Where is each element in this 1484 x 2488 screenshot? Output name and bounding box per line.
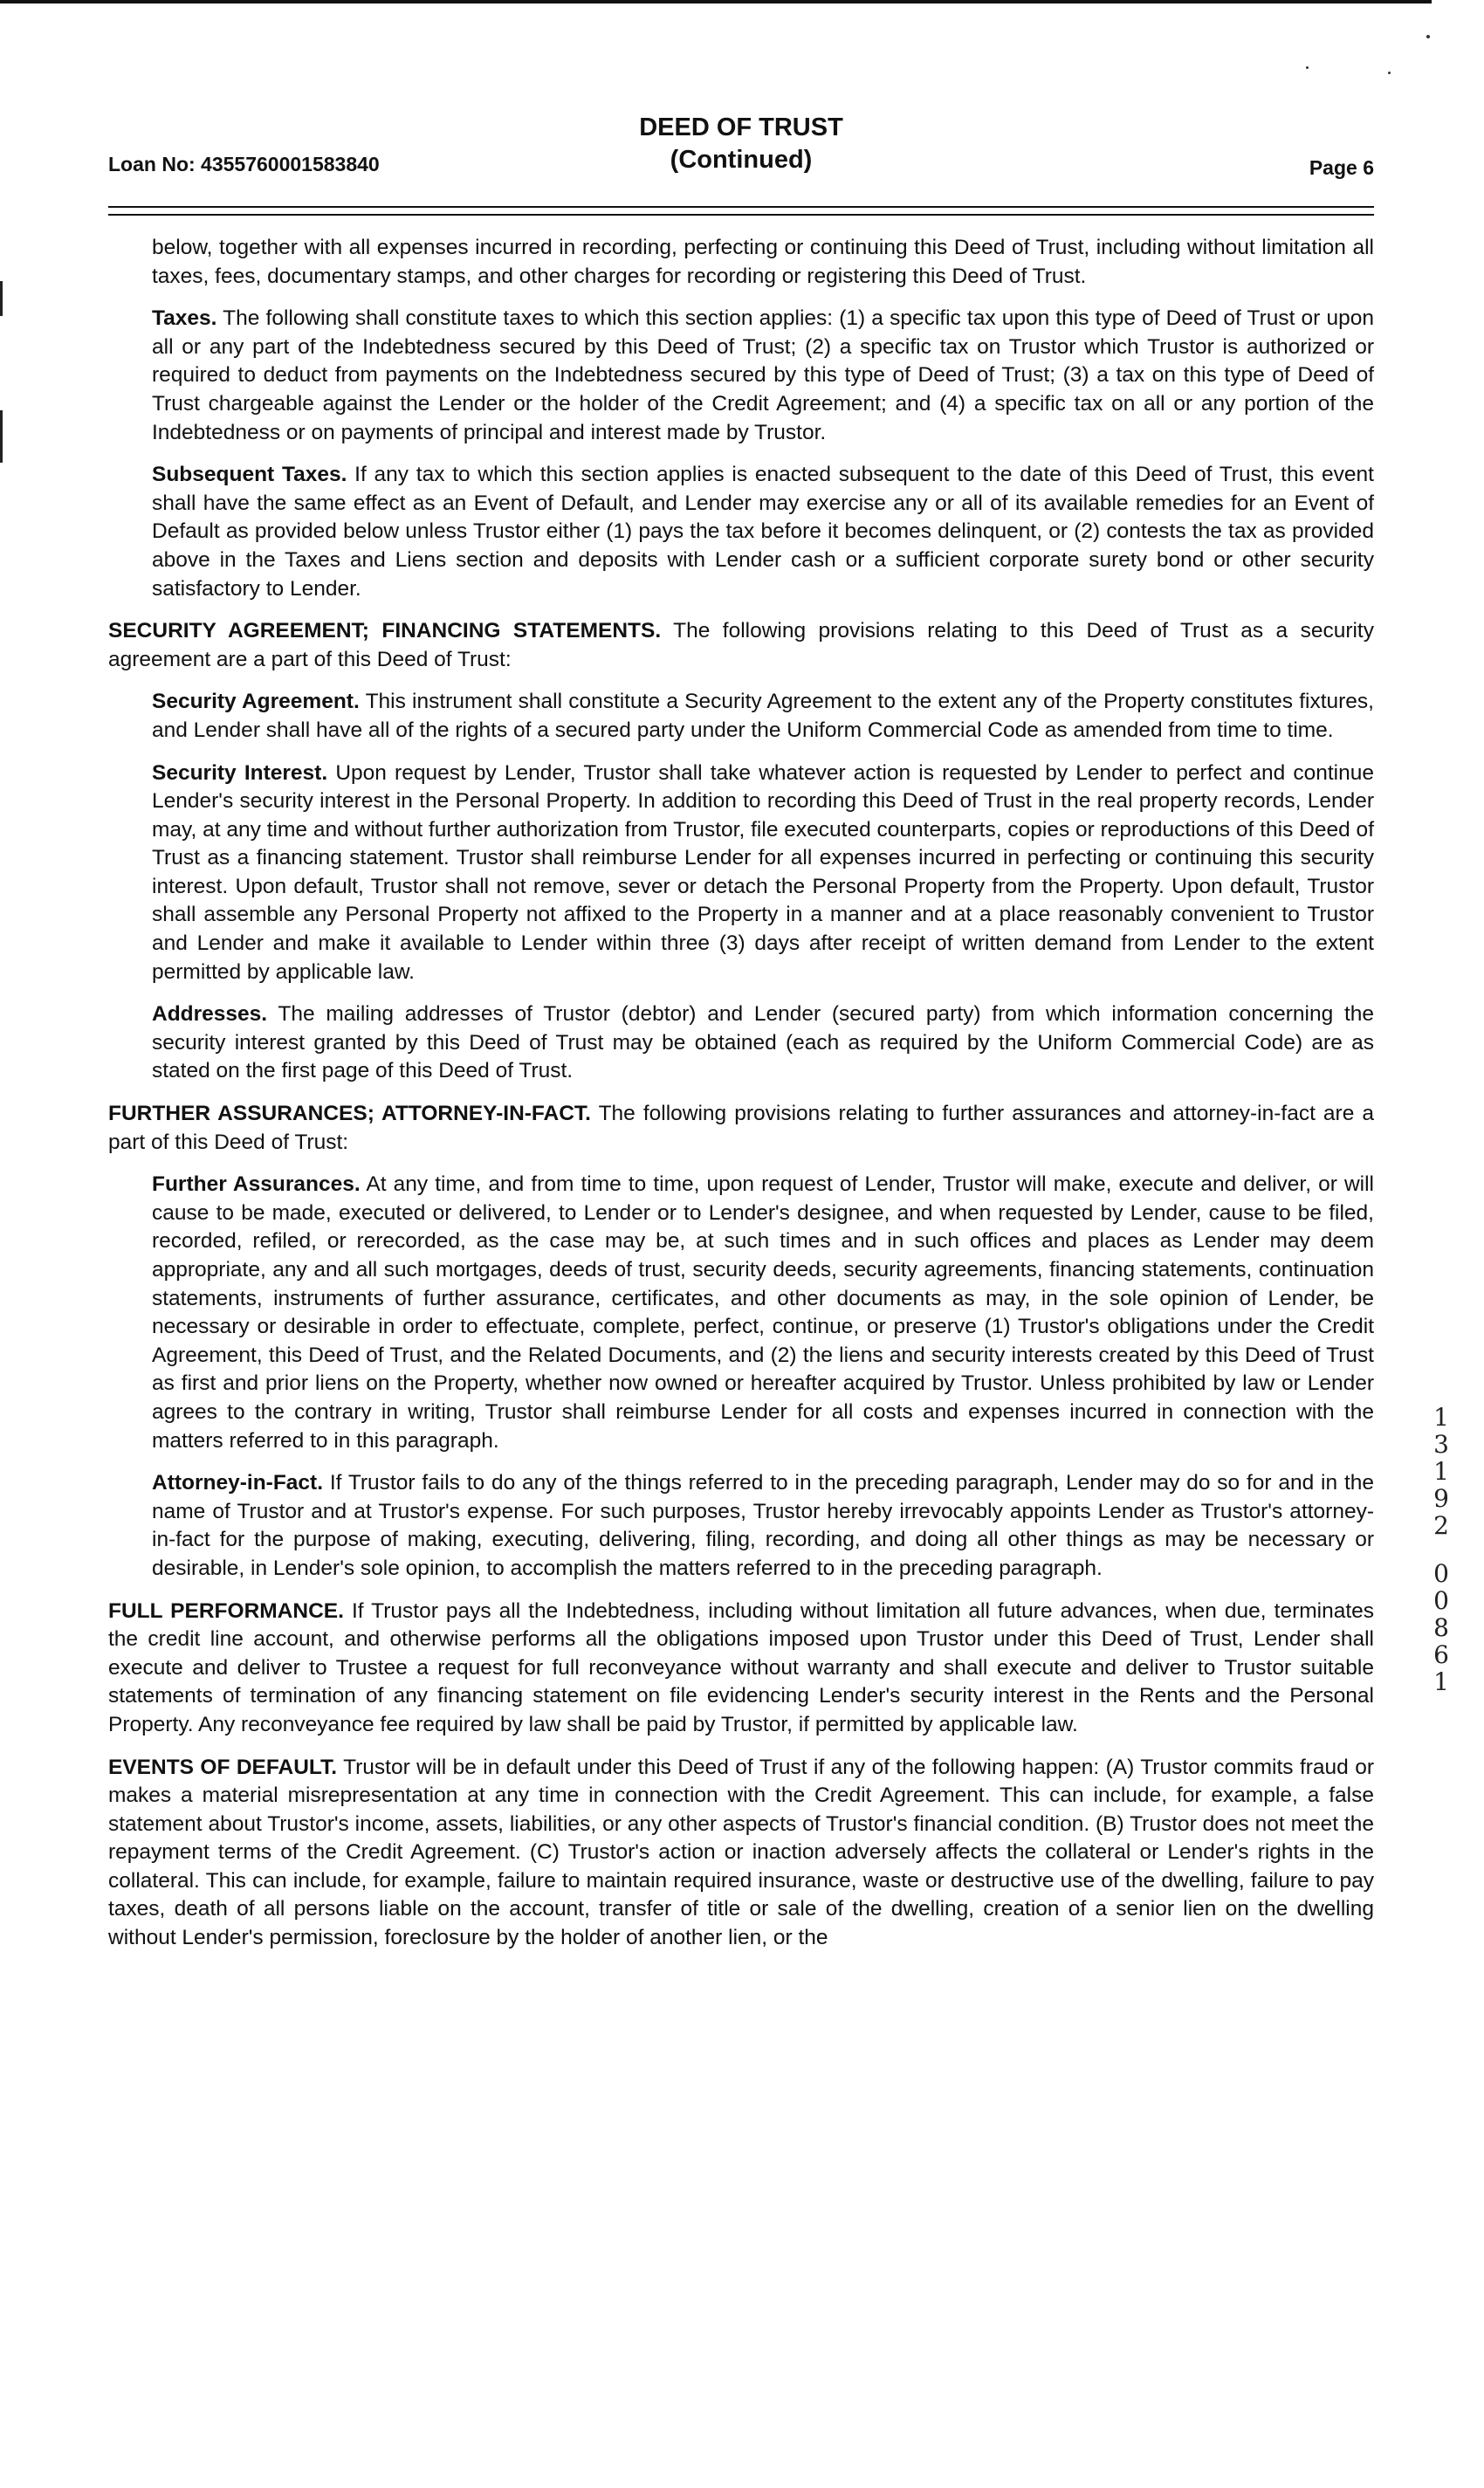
scan-edge-mark xyxy=(0,410,3,463)
paragraph-heading: EVENTS OF DEFAULT. xyxy=(108,1755,338,1779)
title-line-2: (Continued) xyxy=(670,146,813,174)
margin-recording-number xyxy=(1428,1404,1454,1695)
section-paragraph xyxy=(108,617,1374,674)
scan-speck xyxy=(1426,35,1430,38)
subsection-paragraph xyxy=(108,1000,1374,1086)
scan-top-border xyxy=(0,0,1432,3)
subsection-paragraph xyxy=(108,1171,1374,1455)
stamp-digit: 1 xyxy=(1433,1457,1449,1486)
paragraph-text: This instrument shall constitute a Security Agreement to the extent any of the Property constitutes fixtures, and Lender shall have all of the rights of a secured party under the Uniform Commercial Code as amended from time to time. xyxy=(152,690,1374,742)
paragraph-text: Trustor will be in default under this Deed of Trust if any of the following happen: (A) Trustor commits fraud or makes a material misrepresentation at any time in connection with the Credit Agreement. This can include, for example, a false statement about Trustor's income, assets, liabilities, or any other aspects of Trustor's financial condition. (B) Trustor does not meet the repayment terms of the Credit Agreement. (C) Trustor's action or inaction adversely affects the collateral or Lender's rights in the collateral. This can include, for example, failure to maintain required insurance, waste or destructive use of the dwelling, failure to pay taxes, death of all persons liable on the account, transfer of title or sale of the dwelling, creation of a senior lien on the dwelling without Lender's permission, foreclosure by the holder of another lien, or the xyxy=(108,1755,1374,1950)
paragraph-text: At any time, and from time to time, upon request of Lender, Trustor will make, execute and deliver, or will cause to be made, executed or delivered, to Lender or to Lender's designee, and when requested by Lender, cause to be filed, recorded, refiled, or rerecorded, as the case may be, at such times and in such offices and places as Lender may deem appropriate, any and all such mortgages, deeds of trust, security deeds, security agreements, financing statements, continuation statements, instruments of further assurance, certificates, and other documents as may, in the sole opinion of Lender, be necessary or desirable in order to effectuate, complete, perfect, continue, or preserve (1) Trustor's obligations under the Credit Agreement, this Deed of Trust, and the Related Documents, and (2) the liens and security interests created by this Deed of Trust as first and prior liens on the Property, whether now owned or hereafter acquired by Trustor. Unless prohibited by law or Lender agrees to the contrary in writing, Trustor shall reimburse Lender for all costs and expenses incurred in connection with the matters referred to in this paragraph. xyxy=(152,1172,1374,1453)
stamp-digit: 0 xyxy=(1433,1559,1449,1588)
paragraph-heading: Security Interest. xyxy=(152,760,328,785)
document-title xyxy=(108,112,1374,176)
section-paragraph xyxy=(108,1598,1374,1740)
subsection-paragraph xyxy=(108,688,1374,745)
subsection-paragraph xyxy=(108,461,1374,603)
stamp-digit: 3 xyxy=(1433,1430,1449,1459)
paragraph-text: Upon request by Lender, Trustor shall take whatever action is requested by Lender to perfect and continue Lender's security interest in the Personal Property. In addition to recording this Deed of Trust in the real property records, Lender may, at any time and without further authorization from Trustor, file executed counterparts, copies or reproductions of this Deed of Trust as a financing statement. Trustor shall reimburse Lender for all expenses incurred in perfecting or continuing this security interest. Upon default, Trustor shall not remove, sever or detach the Personal Property from the Property. Upon default, Trustor shall assemble any Personal Property not affixed to the Property in a manner and at a place reasonably convenient to Trustor and Lender and make it available to Lender within three (3) days after receipt of written demand from Lender to the extent permitted by applicable law. xyxy=(152,760,1374,984)
stamp-digit: 1 xyxy=(1433,1667,1449,1696)
page-number: Page 6 xyxy=(1309,156,1374,179)
paragraph-heading: Taxes. xyxy=(152,306,217,331)
paragraph-text: The following provisions relating to this Deed of Trust as a security agreement are a part of this Deed of Trust: xyxy=(108,619,1374,671)
paragraph-heading: Addresses. xyxy=(152,1002,268,1027)
paragraph-text: The following shall constitute taxes to which this section applies: (1) a specific tax upon this type of Deed of Trust or upon all or any part of the Indebtedness secured by this Deed of Trust; (2) a specific tax on Trustor which Trustor is authorized or required to deduct from payments on the Indebtedness secured by this type of Deed of Trust; (3) a tax on this type of Deed of Trust chargeable against the Lender or the holder of the Credit Agreement; and (4) a specific tax on all or any portion of the Indebtedness or on payments of principal and interest made by Trustor. xyxy=(152,306,1374,444)
paragraph-text: The mailing addresses of Trustor (debtor) and Lender (secured party) from which information concerning the security interest granted by this Deed of Trust may be obtained (each as required by the Uniform Commercial Code) are as stated on the first page of this Deed of Trust. xyxy=(152,1002,1375,1083)
scan-speck xyxy=(1388,72,1391,74)
paragraph-heading: SECURITY AGREEMENT; FINANCING STATEMENTS. xyxy=(108,619,662,643)
paragraph-text: If any tax to which this section applies is enacted subsequent to the date of this Deed of Trust, this event shall have the same effect as an Event of Default, and Lender may exercise any or all of its available remedies for an Event of Default as provided below unless Trustor either (1) pays the tax before it becomes delinquent, or (2) contests the tax as provided above in the Taxes and Liens section and deposits with Lender cash or a sufficient corporate surety bond or other security satisfactory to Lender. xyxy=(152,463,1374,601)
paragraph-heading: FULL PERFORMANCE. xyxy=(108,1598,344,1623)
paragraph-heading: Subsequent Taxes. xyxy=(152,463,347,487)
stamp-digit: 1 xyxy=(1433,1403,1449,1432)
header-rule-bottom xyxy=(108,214,1374,216)
header-rule-top xyxy=(108,206,1374,208)
paragraph-heading: FURTHER ASSURANCES; ATTORNEY-IN-FACT. xyxy=(108,1102,591,1126)
stamp-digit: 2 xyxy=(1433,1511,1449,1540)
title-line-1: DEED OF TRUST xyxy=(639,113,843,141)
document-body xyxy=(108,234,1374,1967)
subsection-paragraph xyxy=(108,759,1374,987)
subsection-paragraph xyxy=(108,1469,1374,1583)
stamp-digit: 8 xyxy=(1433,1613,1449,1642)
paragraph-text: below, together with all expenses incurred in recording, perfecting or continuing this Deed of Trust, including without limitation all taxes, fees, documentary stamps, and other charges for recording or registering this Deed of Trust. xyxy=(152,236,1374,288)
page-header xyxy=(108,112,1374,182)
subsection-paragraph xyxy=(108,305,1374,447)
paragraph-heading: Attorney-in-Fact. xyxy=(152,1471,323,1495)
stamp-digit: 6 xyxy=(1433,1640,1449,1669)
subsection-paragraph xyxy=(108,234,1374,291)
paragraph-heading: Further Assurances. xyxy=(152,1172,361,1197)
stamp-digit: 9 xyxy=(1433,1484,1449,1513)
paragraph-text: The following provisions relating to further assurances and attorney-in-fact are a part of this Deed of Trust: xyxy=(108,1102,1374,1154)
section-paragraph xyxy=(108,1100,1374,1157)
scan-speck xyxy=(1306,66,1309,69)
loan-number: Loan No: 4355760001583840 xyxy=(108,153,380,175)
section-paragraph xyxy=(108,1754,1374,1953)
paragraph-text: If Trustor fails to do any of the things referred to in the preceding paragraph, Lender may do so for and in the name of Trustor and at Trustor's expense. For such purposes, Trustor hereby irrevocably appoints Lender as Trustor's attorney-in-fact for the purpose of making, executing, delivering, filing, recording, and doing all other things as may be necessary or desirable, in Lender's sole opinion, to accomplish the matters referred to in the preceding paragraph. xyxy=(152,1471,1375,1580)
paragraph-heading: Security Agreement. xyxy=(152,690,360,714)
scan-edge-mark xyxy=(0,281,3,316)
paragraph-text: If Trustor pays all the Indebtedness, including without limitation all future advances, when due, terminates the credit line account, and otherwise performs all the obligations imposed upon Trustor under this Deed of Trust, Lender shall execute and deliver to Trustee a request for full reconveyance without warranty and shall execute and deliver to Trustor suitable statements of termination of any financing statement on file evidencing Lender's security interest in the Rents and the Personal Property. Any reconveyance fee required by law shall be paid by Trustor, if permitted by applicable law. xyxy=(108,1598,1375,1736)
stamp-digit: 0 xyxy=(1433,1586,1449,1615)
